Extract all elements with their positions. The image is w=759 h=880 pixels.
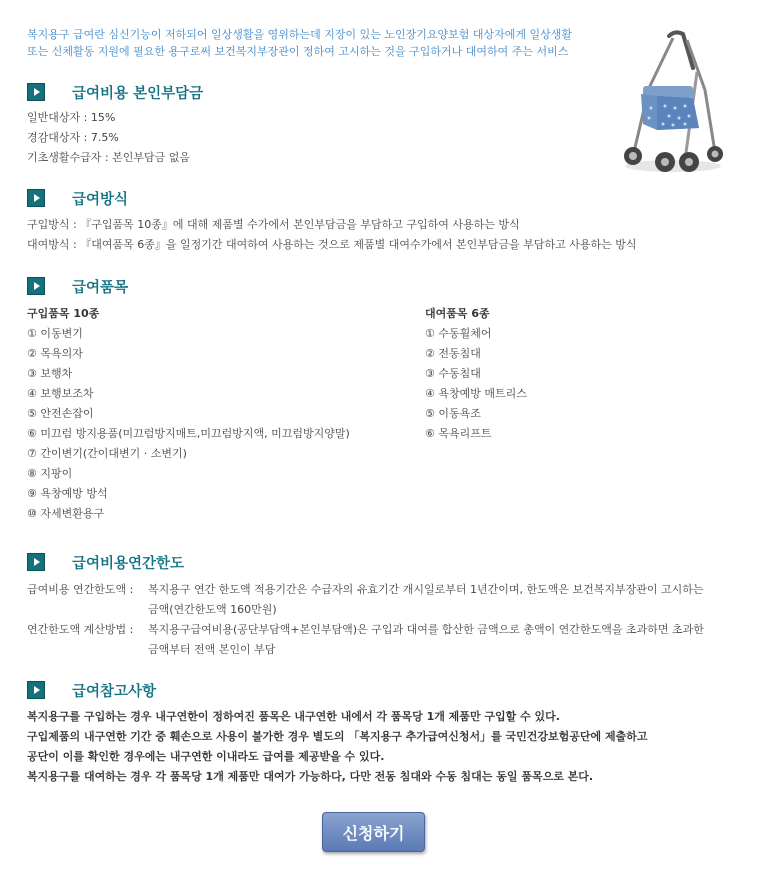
list-item: ④ 보행보조차 — [27, 387, 94, 400]
section-items-title — [27, 276, 128, 296]
limit-term: 연간한도액 계산방법 : — [27, 623, 134, 636]
method-rental: 대여방식 : 『대여품목 6종』을 일정기간 대여하여 사용하는 것으로 제품별 대여수가에서 본인부담금을 부담하고 사용하는 방식 — [27, 238, 637, 251]
list-item: ⑥ 목욕리프트 — [425, 427, 492, 440]
intro-line: 또는 신체활동 지원에 필요한 용구로써 보건복지부장관이 정하여 고시하는 것을 구입하거나 대여하여 주는 서비스 — [27, 45, 569, 58]
list-item: ② 목욕의자 — [27, 347, 83, 360]
section-heading: 급여비용연간한도 — [72, 555, 185, 572]
intro-line: 복지용구 급여란 심신기능이 저하되어 일상생활을 영위하는데 지장이 있는 노인장기요양보험 대상자에게 일상생활 — [27, 28, 573, 41]
apply-button[interactable]: 신청하기 — [322, 812, 425, 852]
list-item: ③ 수동침대 — [425, 367, 481, 380]
copay-basic-living: 기초생활수급자 : 본인부담금 없음 — [27, 151, 190, 164]
list-item: ① 수동휠체어 — [425, 327, 492, 340]
list-item: ⑤ 이동욕조 — [425, 407, 481, 420]
purchase-items-heading: 구입품목 10종 — [27, 307, 100, 320]
list-item: ⑨ 욕창예방 방석 — [27, 487, 108, 500]
list-item: ⑥ 미끄럼 방지용품(미끄럼방지매트,미끄럼방지액, 미끄럼방지양말) — [27, 427, 350, 440]
rollator-walker-image — [613, 28, 725, 176]
play-arrow-icon — [27, 553, 45, 571]
section-notes-title — [27, 680, 156, 700]
section-heading: 급여비용 본인부담금 — [72, 85, 204, 102]
note-line: 복지용구를 대여하는 경우 각 품목당 1개 제품만 대여가 가능하다, 다만 전동 침대와 수동 침대는 동일 품목으로 본다. — [27, 770, 594, 783]
limit-definitions — [27, 580, 708, 660]
rental-items-list — [425, 304, 527, 444]
limit-term: 급여비용 연간한도액 : — [27, 583, 134, 596]
limit-desc: 복지용구 연간 한도액 적용기간은 수급자의 유효기간 개시일로부터 1년간이며, 한도액은 보건복지부장관이 고시하는 금액(연간한도액 160만원) — [148, 583, 704, 616]
purchase-items-list — [27, 304, 350, 524]
note-line: 구입제품의 내구연한 기간 중 훼손으로 사용이 불가한 경우 별도의 「복지용구 추가급여신청서」를 국민건강보험공단에 제출하고 — [27, 730, 648, 743]
section-copay-title — [27, 82, 203, 102]
limit-desc: 복지용구급여비용(공단부담액+본인부담액)은 구입과 대여를 합산한 금액으로 총액이 연간한도액을 초과하면 초과한 금액부터 전액 본인이 부담 — [148, 623, 704, 656]
note-line: 복지용구를 구입하는 경우 내구연한이 정하여진 품목은 내구연한 내에서 각 품목당 1개 제품만 구입할 수 있다. — [27, 710, 560, 723]
method-purchase: 구입방식 : 『구입품목 10종』에 대해 제품별 수가에서 본인부담금을 부담하고 구입하여 사용하는 방식 — [27, 218, 520, 231]
play-arrow-icon — [27, 83, 45, 101]
note-line: 공단이 이를 확인한 경우에는 내구연한 이내라도 급여를 제공받을 수 있다. — [27, 750, 385, 763]
limit-row — [27, 580, 708, 620]
list-item: ⑦ 간이변기(간이대변기 · 소변기) — [27, 447, 187, 460]
intro-text — [27, 26, 627, 60]
list-item: ① 이동변기 — [27, 327, 83, 340]
list-item: ④ 욕창예방 매트리스 — [425, 387, 527, 400]
list-item: ③ 보행차 — [27, 367, 73, 380]
copay-general: 일반대상자 : 15% — [27, 111, 116, 124]
section-limit-title — [27, 552, 184, 572]
section-method-title — [27, 188, 128, 208]
list-item: ⑧ 지팡이 — [27, 467, 73, 480]
rental-items-heading: 대여품목 6종 — [425, 307, 490, 320]
play-arrow-icon — [27, 681, 45, 699]
notes-text — [27, 707, 648, 787]
limit-row — [27, 620, 708, 660]
play-arrow-icon — [27, 277, 45, 295]
list-item: ⑩ 자세변환용구 — [27, 507, 105, 520]
list-item: ⑤ 안전손잡이 — [27, 407, 94, 420]
play-arrow-icon — [27, 189, 45, 207]
copay-reduced: 경감대상자 : 7.5% — [27, 131, 119, 144]
list-item: ② 전동침대 — [425, 347, 481, 360]
section-heading: 급여참고사항 — [72, 683, 157, 700]
section-heading: 급여품목 — [72, 279, 129, 296]
section-heading: 급여방식 — [72, 191, 129, 208]
